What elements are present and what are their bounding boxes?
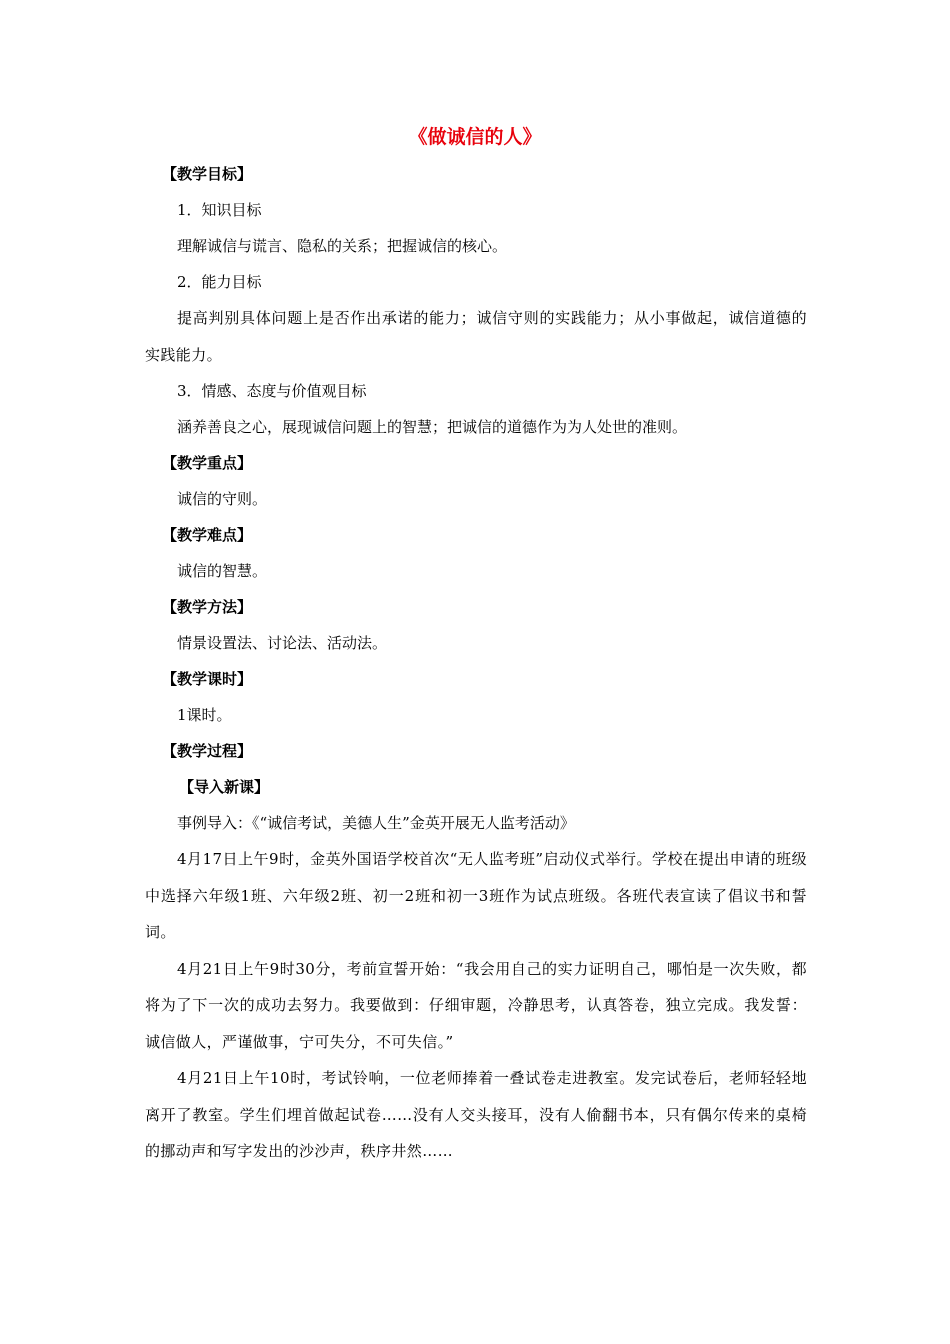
difficulty-text: 诚信的智慧。 (177, 562, 268, 580)
emotion-objective-label: 3．情感、态度与价值观目标 (177, 382, 367, 400)
section-heading-process: 【教学过程】 (162, 742, 253, 760)
intro-subheading: 【导入新课】 (179, 778, 270, 796)
case-paragraph: 4月17日上午9时，金英外国语学校首次“无人监考班”启动仪式举行。学校在提出申请的班级中选择六年级1班、六年级2班、初一2班和初一3班作为试点班级。各班代表宣读了倡议书和誓词。 (145, 850, 807, 941)
document-title: 《做诚信的人》 (408, 126, 542, 148)
key-point-text: 诚信的守则。 (177, 490, 268, 508)
knowledge-objective-label: 1．知识目标 (177, 201, 262, 219)
section-heading-method: 【教学方法】 (162, 598, 253, 616)
knowledge-objective-text: 理解诚信与谎言、隐私的关系；把握诚信的核心。 (177, 237, 508, 255)
section-heading-objectives: 【教学目标】 (162, 165, 253, 183)
method-text: 情景设置法、讨论法、活动法。 (177, 634, 388, 652)
ability-objective-label: 2．能力目标 (177, 273, 262, 291)
section-heading-key-point: 【教学重点】 (162, 454, 253, 472)
section-heading-difficulty: 【教学难点】 (162, 526, 253, 544)
emotion-objective-text: 涵养善良之心，展现诚信问题上的智慧；把诚信的道德作为为人处世的准则。 (177, 418, 688, 436)
case-paragraph: 4月21日上午10时，考试铃响，一位老师捧着一叠试卷走进教室。发完试卷后，老师轻轻地离开了教室。学生们埋首做起试卷……没有人交头接耳，没有人偷翻书本，只有偶尔传来的桌椅的挪动声和写字发出的沙沙声，秩序井然…… (145, 1069, 807, 1160)
ability-objective-text: 提高判别具体问题上是否作出承诺的能力；诚信守则的实践能力；从小事做起，诚信道德的实践能力。 (145, 309, 807, 364)
hours-text: 1课时。 (177, 706, 232, 724)
case-intro-text: 事例导入：《“诚信考试，美德人生”金英开展无人监考活动》 (177, 814, 575, 832)
document-body (145, 156, 807, 1170)
section-heading-hours: 【教学课时】 (162, 670, 253, 688)
case-paragraph: 4月21日上午9时30分，考前宣誓开始：“我会用自己的实力证明自己，哪怕是一次失败，都将为了下一次的成功去努力。我要做到：仔细审题，冷静思考，认真答卷，独立完成。我发誓：诚信做人，严谨做事，宁可失分，不可失信。” (145, 959, 807, 1051)
